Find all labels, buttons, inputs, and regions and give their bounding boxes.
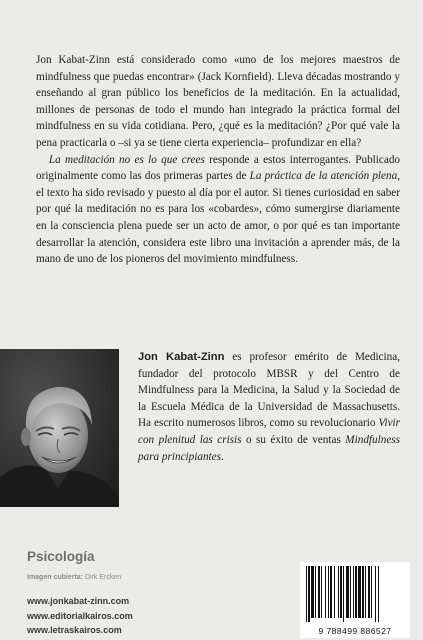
barcode-bar — [334, 566, 335, 618]
barcode-bar — [358, 566, 361, 618]
barcode-bar — [315, 566, 316, 618]
barcode-bar — [371, 566, 372, 618]
barcode-bar — [343, 566, 344, 622]
book-title: La meditación no es lo que crees — [48, 153, 205, 166]
barcode-bar — [306, 566, 307, 622]
website-list — [27, 594, 133, 638]
author-portrait-image — [0, 349, 119, 507]
bio-text: es profesor emérito de Medicina, fundador del protocolo MBSR y del Centro de Mindfulness para la Medicina, la Salud y la Sociedad de la Escuela Médica de la Universidad de Massachusetts. Ha escrito numerosos libros, como su revolucionario — [138, 351, 400, 430]
barcode-bar — [340, 566, 342, 618]
book-title-2: Mindfulness para principiantes — [138, 433, 400, 463]
category-label: Psicología — [27, 549, 95, 564]
book-title-1: Vivir con plenitud las crisis — [138, 417, 400, 446]
barcode-bar — [355, 566, 357, 618]
synopsis — [36, 52, 400, 268]
barcode-bar — [365, 566, 366, 618]
barcode-bar — [346, 566, 349, 618]
barcode-bar — [375, 566, 376, 622]
website-link[interactable]: www.letraskairos.com — [27, 625, 122, 636]
cover-credit-label: Imagen cubierta: — [27, 574, 84, 581]
isbn-barcode — [300, 562, 410, 638]
website-link[interactable]: www.editorialkairos.com — [27, 610, 133, 621]
barcode-bar — [330, 566, 332, 618]
author-photo — [0, 349, 119, 507]
bio-text: . — [220, 450, 224, 463]
author-bio-text — [138, 349, 400, 465]
author-bio — [138, 349, 400, 465]
barcode-bar — [378, 566, 379, 622]
author-name: Jon Kabat-Zinn — [138, 351, 225, 363]
synopsis-paragraph-1: Jon Kabat-Zinn está considerado como «uno de los mejores maestros de mindfulness que puedas encontrar» (Jack Kornfield). Lleva décadas mostrando y enseñando al gran público los beneficios de la meditación. En la actualidad, millones de personas de todo el mundo han integrado la práctica formal del mindfulness en su vida cotidiana. Pero, ¿qué es la meditación? ¿Por qué vale la pena practicarla o –si ya se tiene cierta experiencia– profundizar en ella? — [36, 54, 400, 149]
bio-text: o su éxito de ventas — [241, 433, 346, 446]
barcode-bar — [311, 566, 314, 618]
synopsis-text: , el texto ha sido revisado y puesto al día por el autor. Si tienes curiosidad en saber por qué la meditación no es para los «cobardes», cómo sumergirse diariamente en la consciencia plena puede ser un acto de amor, o por qué es tan importante desarrollar la atención, considera este libro una invitación a aprender más, de la mano de uno de los pioneros del movimiento mindfulness. — [36, 170, 400, 266]
barcode-bar — [350, 566, 351, 618]
cover-credit-value: Dirk Ercken — [84, 574, 122, 581]
barcode-bar — [368, 566, 370, 618]
isbn-number: 9 788499 886527 — [318, 626, 392, 636]
website-link[interactable]: www.jonkabat-zinn.com — [27, 596, 130, 606]
synopsis-paragraph-2 — [36, 152, 400, 268]
barcode-bar — [362, 566, 364, 618]
barcode-bar — [338, 566, 339, 618]
barcode-bar — [325, 566, 326, 618]
barcode-bar — [308, 566, 310, 622]
barcode-bar — [321, 566, 322, 618]
cover-credit — [27, 574, 121, 581]
barcode-bar — [328, 566, 329, 618]
barcode-image — [306, 566, 404, 622]
synopsis-text: responde a estos interrogantes. Publicado originalmente como las dos primeras partes de — [36, 153, 401, 183]
barcode-bar — [353, 566, 354, 618]
barcode-bar — [318, 566, 320, 618]
source-book-title: La práctica de la atención plena — [249, 170, 398, 183]
